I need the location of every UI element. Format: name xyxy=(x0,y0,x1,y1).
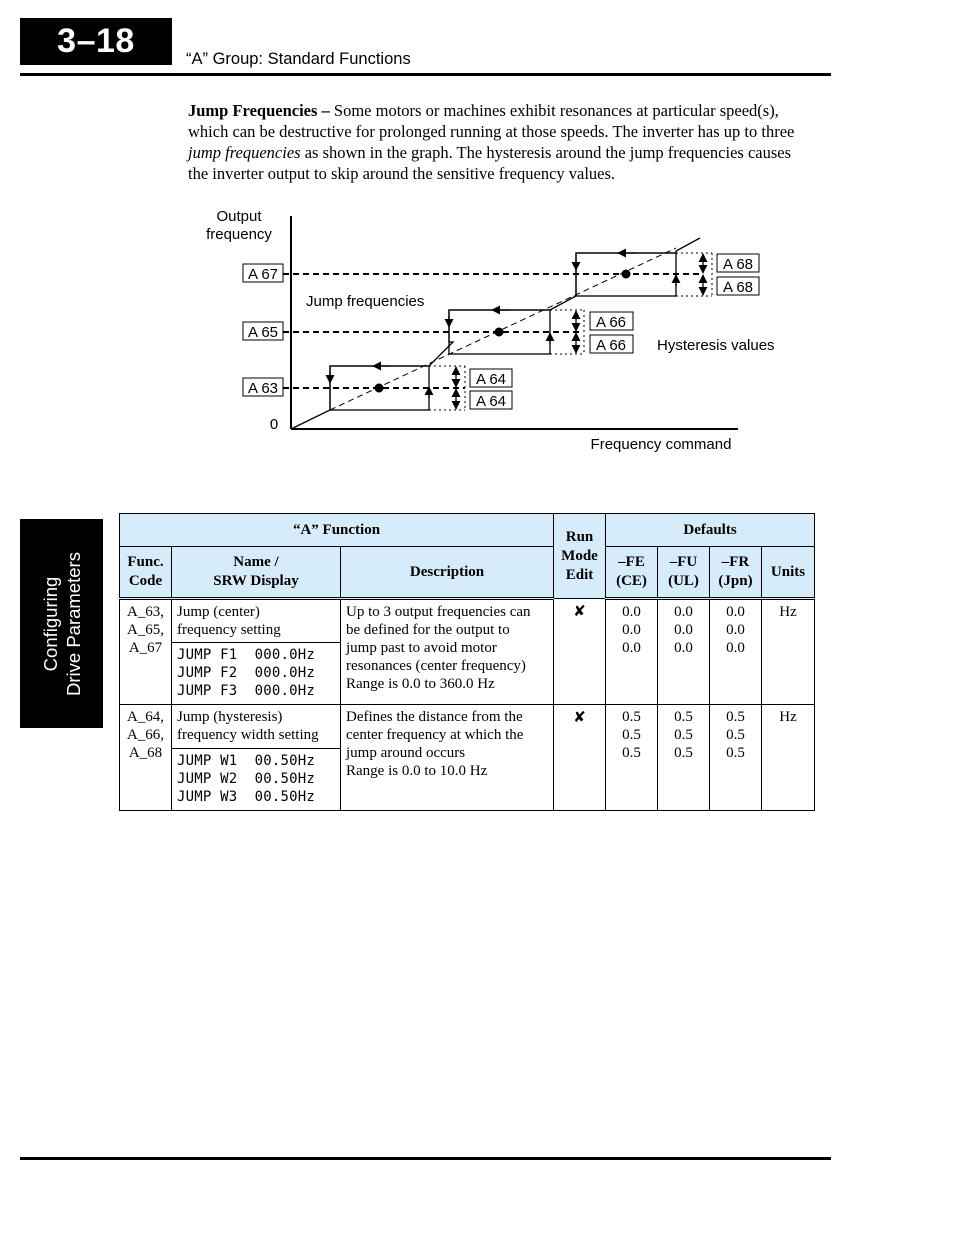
func-code-header: Func. Code xyxy=(120,547,172,599)
table-row xyxy=(120,705,815,749)
units-header: Units xyxy=(762,547,815,599)
fr-header: –FR (Jpn) xyxy=(710,547,762,599)
intro-text-1: Some motors or machines exhibit resonances at particular speed(s), which can be destructive for prolonged running at those speeds. The inverter has up to three xyxy=(188,101,795,141)
param-label-a65: A 65 xyxy=(247,324,279,341)
fe-header: –FE (CE) xyxy=(606,547,658,599)
srw-display-cell: JUMP F1 000.0Hz JUMP F2 000.0Hz JUMP F3 000.0Hz xyxy=(172,643,341,705)
fu-default-cell: 0.0 0.0 0.0 xyxy=(658,599,710,705)
param-label-a66-lower: A 66 xyxy=(595,337,627,354)
fr-default-cell: 0.5 0.5 0.5 xyxy=(710,705,762,811)
y-axis-title-line2: frequency xyxy=(206,226,272,243)
intro-emphasis: jump frequencies xyxy=(188,143,301,162)
jump-frequencies-label: Jump frequencies xyxy=(306,293,425,310)
section-title: “A” Group: Standard Functions xyxy=(186,50,411,68)
param-label-a66-upper: A 66 xyxy=(595,314,627,331)
run-mode-edit-header: Run Mode Edit xyxy=(554,514,606,599)
fe-default-cell: 0.5 0.5 0.5 xyxy=(606,705,658,811)
intro-text-2: as shown in the graph. The hysteresis around the jump frequencies causes the inverter output to skip around the sensitive frequency values. xyxy=(188,143,792,183)
description-cell: Defines the distance from the center frequency at which the jump around occurs Range is 0.0 to 10.0 Hz xyxy=(341,705,554,811)
param-label-a64-upper: A 64 xyxy=(475,371,507,388)
hysteresis-values-label: Hysteresis values xyxy=(657,337,775,354)
func-code-cell: A_63, A_65, A_67 xyxy=(120,599,172,705)
origin-label: 0 xyxy=(269,416,279,433)
run-mode-edit-cell: ✘ xyxy=(554,705,606,811)
param-label-a67: A 67 xyxy=(247,266,279,283)
table-row xyxy=(120,599,815,643)
y-axis-title-line1: Output xyxy=(216,208,262,225)
param-label-a63: A 63 xyxy=(247,380,279,397)
center-dot-1 xyxy=(375,384,384,393)
page-number: 3–18 xyxy=(20,18,172,65)
param-label-a68-upper: A 68 xyxy=(722,256,754,273)
x-axis-title: Frequency command xyxy=(590,436,732,453)
run-mode-edit-cell: ✘ xyxy=(554,599,606,705)
side-tab-line1: Configuring xyxy=(39,576,61,671)
srw-display-cell: JUMP W1 00.50Hz JUMP W2 00.50Hz JUMP W3 00.50Hz xyxy=(172,749,341,811)
footer-rule xyxy=(20,1157,831,1160)
jump-frequency-graph xyxy=(0,0,954,470)
name-cell: Jump (hysteresis) frequency width setting xyxy=(172,705,341,749)
center-dot-3 xyxy=(622,270,631,279)
description-header: Description xyxy=(341,547,554,599)
units-cell: Hz xyxy=(762,705,815,811)
fu-default-cell: 0.5 0.5 0.5 xyxy=(658,705,710,811)
param-label-a64-lower: A 64 xyxy=(475,393,507,410)
fu-header: –FU (UL) xyxy=(658,547,710,599)
description-cell: Up to 3 output frequencies can be defined for the output to jump past to avoid motor resonances (center frequency) Range is 0.0 to 360.0 Hz xyxy=(341,599,554,705)
name-cell: Jump (center) frequency setting xyxy=(172,599,341,643)
units-cell: Hz xyxy=(762,599,815,705)
func-code-cell: A_64, A_66, A_68 xyxy=(120,705,172,811)
center-dot-2 xyxy=(495,328,504,337)
intro-lead: Jump Frequencies – xyxy=(188,101,330,120)
side-tab-line2: Drive Parameters xyxy=(62,551,84,696)
side-tab xyxy=(20,519,103,728)
a-function-header: “A” Function xyxy=(120,514,554,547)
fr-default-cell: 0.0 0.0 0.0 xyxy=(710,599,762,705)
function-table xyxy=(119,513,815,811)
param-label-a68-lower: A 68 xyxy=(722,279,754,296)
defaults-header: Defaults xyxy=(606,514,815,547)
name-header: Name / SRW Display xyxy=(172,547,341,599)
side-tab-label xyxy=(39,552,85,696)
fe-default-cell: 0.0 0.0 0.0 xyxy=(606,599,658,705)
